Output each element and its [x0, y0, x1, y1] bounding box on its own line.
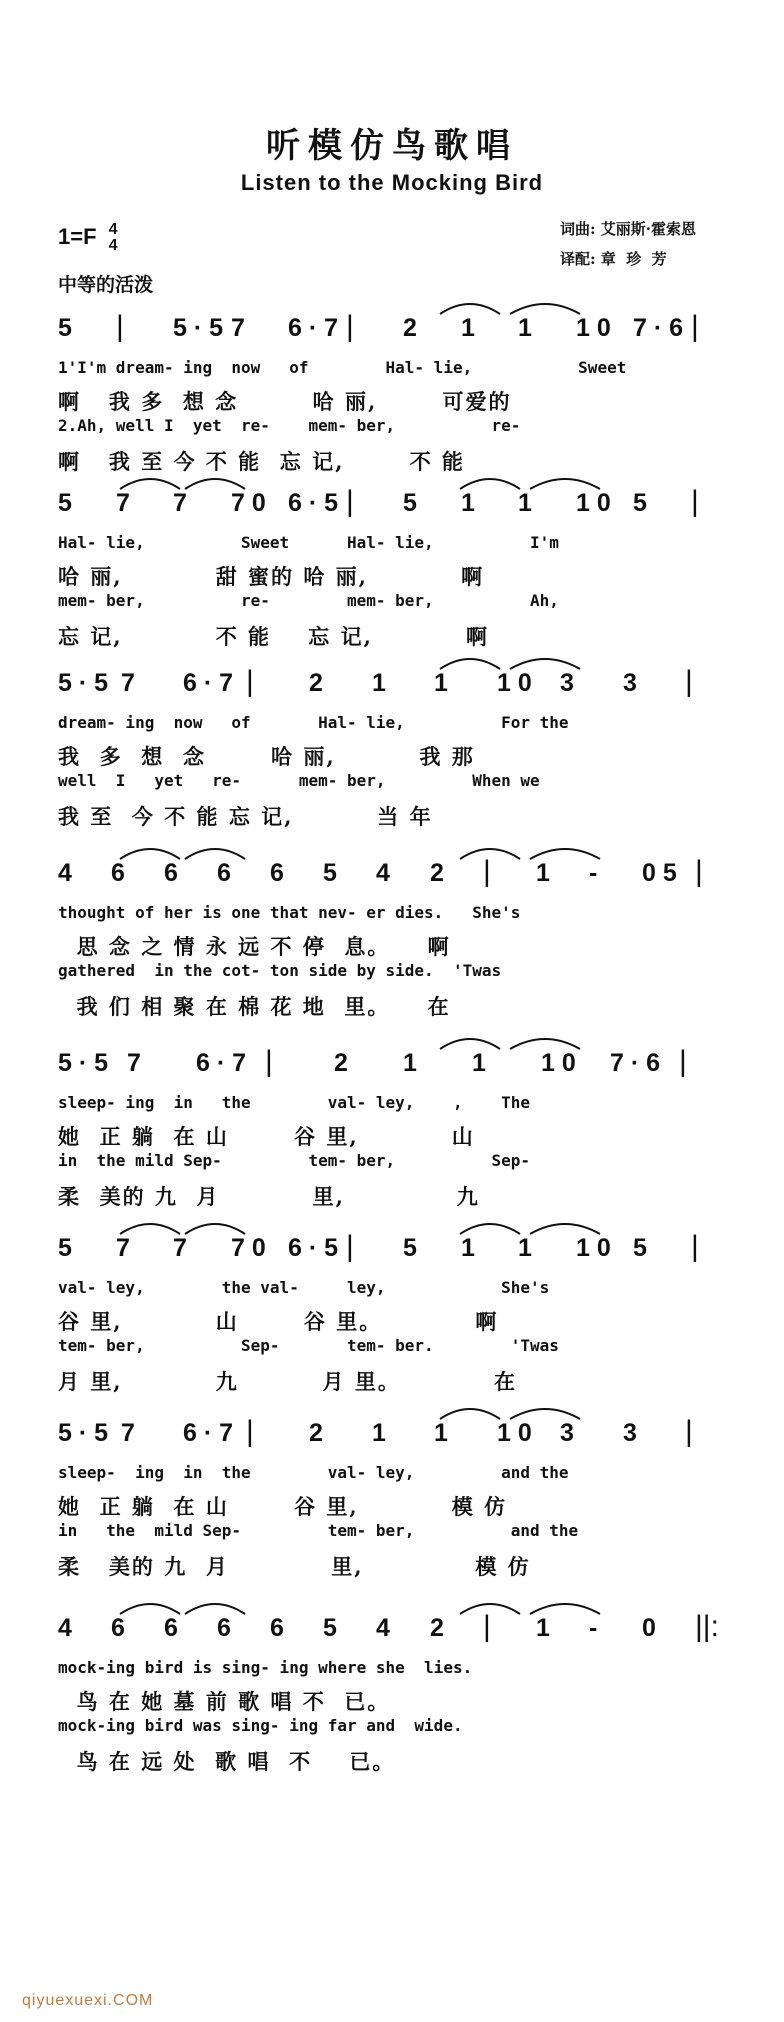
note: 1 0 — [497, 669, 532, 697]
lyric-line-chinese: 柔 美的 九 月 里, 九 — [58, 1184, 480, 1209]
note: 5 · 5 — [58, 1419, 109, 1447]
note: 5 — [323, 859, 337, 887]
note: 1 — [461, 489, 475, 517]
note: 7 — [127, 1049, 141, 1077]
lyric-line-english: well I yet re- mem- ber, When we — [58, 771, 540, 790]
bar-line: | — [483, 1610, 491, 1643]
lyric-line-english: sleep- ing in the val- ley, , The — [58, 1093, 531, 1112]
lyric-line-english: tem- ber, Sep- tem- ber. 'Twas — [58, 1336, 559, 1355]
slur-arc — [530, 1224, 600, 1234]
note: 1 — [472, 1049, 486, 1077]
bar-line: ||: — [695, 1610, 719, 1643]
lyric-line-english: mock-ing bird was sing- ing far and wide. — [58, 1716, 463, 1735]
slur-marks — [0, 839, 784, 879]
slur-marks — [0, 1399, 784, 1439]
note: 1 0 — [576, 314, 611, 342]
bar-line: | — [116, 310, 124, 343]
slur-arc — [440, 304, 500, 314]
bar-line: | — [483, 855, 491, 888]
slur-arc — [120, 1604, 180, 1614]
bar-line: | — [679, 1045, 687, 1078]
lyricist-row — [560, 214, 696, 244]
note: 6 — [270, 1614, 284, 1642]
score-system — [0, 1600, 784, 1835]
lyric-line-english: in the mild Sep- tem- ber, Sep- — [58, 1151, 531, 1170]
note: 7 — [121, 1419, 135, 1447]
bar-line: | — [691, 485, 699, 518]
note: 4 — [58, 1614, 72, 1642]
note: 5 · 5 — [173, 314, 224, 342]
song-title-chinese: 听模仿鸟歌唱 — [266, 126, 518, 166]
note: 1 — [461, 1234, 475, 1262]
note: 6 — [164, 1614, 178, 1642]
lyric-line-english: mock-ing bird is sing- ing where she lies. — [58, 1658, 473, 1677]
bar-line: | — [695, 855, 703, 888]
slur-arc — [120, 849, 180, 859]
note: - — [589, 1614, 598, 1642]
lyric-line-chinese: 她 正 躺 在 山 谷 里, 模 仿 — [58, 1494, 508, 1519]
key-label: 1=F — [58, 223, 97, 249]
slur-marks — [0, 294, 784, 334]
translator-label: 译配: — [560, 250, 596, 268]
slur-arc — [510, 304, 580, 314]
note: 6 · 5 — [288, 1234, 339, 1262]
bar-line: | — [346, 1230, 354, 1263]
note: 6 · 7 — [288, 314, 339, 342]
bar-line: | — [346, 485, 354, 518]
note: 7 · 6 — [633, 314, 684, 342]
note: 2 — [430, 859, 444, 887]
note: 1 — [434, 669, 448, 697]
bar-line: | — [346, 310, 354, 343]
note: 6 — [111, 859, 125, 887]
note: 7 · 6 — [610, 1049, 661, 1077]
lyric-line-chinese: 柔 美的 九 月 里, 模 仿 — [58, 1554, 531, 1579]
note: 1 — [403, 1049, 417, 1077]
lyric-line-chinese: 啊 我 至 今 不 能 忘 记, 不 能 — [58, 449, 465, 474]
note: 1 — [536, 859, 550, 887]
note: 1 — [434, 1419, 448, 1447]
lyric-line-chinese: 鸟 在 远 处 歌 唱 不 已。 — [58, 1749, 396, 1774]
note: 1 0 — [541, 1049, 576, 1077]
note: 5 · 5 — [58, 669, 109, 697]
note: 5 — [403, 489, 417, 517]
slur-marks — [0, 1594, 784, 1634]
lyric-line-english: gathered in the cot- ton side by side. 'Twas — [58, 961, 502, 980]
note: 6 · 5 — [288, 489, 339, 517]
slur-arc — [185, 479, 245, 489]
bar-line: | — [265, 1045, 273, 1078]
note: 7 — [116, 489, 130, 517]
note: - — [589, 859, 598, 887]
lyric-line-chinese: 她 正 躺 在 山 谷 里, 山 — [58, 1124, 475, 1149]
key-signature — [58, 222, 118, 254]
note: 2 — [430, 1614, 444, 1642]
note: 5 · 5 — [58, 1049, 109, 1077]
slur-arc — [120, 479, 180, 489]
note: 5 — [633, 1234, 647, 1262]
note: 2 — [403, 314, 417, 342]
lyric-line-english: dream- ing now of Hal- lie, For the — [58, 713, 569, 732]
note: 5 — [323, 1614, 337, 1642]
note: 5 — [58, 1234, 72, 1262]
note: 6 — [164, 859, 178, 887]
slur-marks — [0, 469, 784, 509]
note: 1 — [372, 1419, 386, 1447]
note: 0 5 — [642, 859, 677, 887]
note: 4 — [58, 859, 72, 887]
lyricist-name: 艾丽斯·霍索恩 — [600, 220, 697, 238]
lyric-line-english: val- ley, the val- ley, She's — [58, 1278, 550, 1297]
slur-marks — [0, 649, 784, 689]
note: 6 · 7 — [196, 1049, 247, 1077]
note: 1 — [536, 1614, 550, 1642]
note: 5 — [403, 1234, 417, 1262]
lyric-line-english: in the mild Sep- tem- ber, and the — [58, 1521, 579, 1540]
note: 7 — [116, 1234, 130, 1262]
note: 7 0 — [231, 1234, 266, 1262]
note: 6 — [270, 859, 284, 887]
note: 3 — [623, 669, 637, 697]
note: 6 — [217, 859, 231, 887]
time-signature-top: 4 — [108, 221, 118, 238]
lyric-line-english: sleep- ing in the val- ley, and the — [58, 1463, 569, 1482]
note: 1 0 — [497, 1419, 532, 1447]
note: 5 — [58, 314, 72, 342]
note: 4 — [376, 859, 390, 887]
lyric-line-english: thought of her is one that nev- er dies. She's — [58, 903, 521, 922]
note: 6 · 7 — [183, 1419, 234, 1447]
slur-arc — [460, 1224, 520, 1234]
note: 1 — [518, 489, 532, 517]
lyric-line-english: 1'I'm dream- ing now of Hal- lie, Sweet — [58, 358, 627, 377]
slur-arc — [185, 1604, 245, 1614]
note: 3 — [560, 669, 574, 697]
lyricist-label: 词曲: — [560, 220, 596, 238]
lyric-line-chinese: 我 们 相 聚 在 棉 花 地 里。 在 — [58, 994, 451, 1019]
lyric-line-chinese: 谷 里, 山 谷 里。 啊 — [58, 1309, 499, 1334]
slur-arc — [120, 1224, 180, 1234]
time-signature-bottom: 4 — [108, 237, 118, 254]
note: 7 — [231, 314, 245, 342]
slur-arc — [440, 659, 500, 669]
bar-line: | — [691, 310, 699, 343]
song-title-english: Listen to the Mocking Bird — [240, 170, 544, 195]
lyric-line-chinese: 啊 我 多 想 念 哈 丽, 可爱的 — [58, 389, 512, 414]
slur-arc — [460, 1604, 520, 1614]
note: 7 — [173, 1234, 187, 1262]
lyric-line-chinese: 我 多 想 念 哈 丽, 我 那 — [58, 744, 475, 769]
slur-marks — [0, 1214, 784, 1254]
lyric-line-chinese: 鸟 在 她 墓 前 歌 唱 不 已。 — [58, 1689, 391, 1714]
lyric-line-chinese: 忘 记, 不 能 忘 记, 啊 — [58, 624, 490, 649]
note: 2 — [309, 1419, 323, 1447]
note: 5 — [633, 489, 647, 517]
slur-arc — [530, 849, 600, 859]
bar-line: | — [685, 665, 693, 698]
note: 1 — [518, 314, 532, 342]
slur-marks — [0, 1029, 784, 1069]
bar-line: | — [246, 665, 254, 698]
bar-line: | — [691, 1230, 699, 1263]
slur-arc — [185, 849, 245, 859]
lyric-line-chinese: 月 里, 九 月 里。 在 — [58, 1369, 517, 1394]
slur-arc — [460, 849, 520, 859]
note: 6 — [217, 1614, 231, 1642]
lyric-line-chinese: 哈 丽, 甜 蜜的 哈 丽, 啊 — [58, 564, 485, 589]
slur-arc — [440, 1039, 500, 1049]
note: 7 — [121, 669, 135, 697]
note: 1 — [518, 1234, 532, 1262]
note: 3 — [623, 1419, 637, 1447]
translator-name: 章 珍 芳 — [600, 250, 667, 268]
time-signature — [109, 222, 118, 254]
tempo-marking: 中等的活泼 — [58, 274, 154, 296]
note: 1 — [461, 314, 475, 342]
bar-line: | — [685, 1415, 693, 1448]
note: 2 — [334, 1049, 348, 1077]
lyric-line-english: 2.Ah, well I yet re- mem- ber, re- — [58, 416, 521, 435]
note: 5 — [58, 489, 72, 517]
slur-arc — [440, 1409, 500, 1419]
note: 1 0 — [576, 489, 611, 517]
note: 3 — [560, 1419, 574, 1447]
credits-block — [560, 214, 696, 274]
translator-row — [560, 244, 696, 274]
note: 1 — [372, 669, 386, 697]
note: 0 — [642, 1614, 656, 1642]
site-watermark: qiyuexuexi.COM — [22, 1992, 154, 2009]
note: 7 — [173, 489, 187, 517]
note: 4 — [376, 1614, 390, 1642]
bar-line: | — [246, 1415, 254, 1448]
note: 2 — [309, 669, 323, 697]
slur-arc — [530, 1604, 600, 1614]
lyric-line-chinese: 我 至 今 不 能 忘 记, 当 年 — [58, 804, 433, 829]
note: 1 0 — [576, 1234, 611, 1262]
lyric-line-english: mem- ber, re- mem- ber, Ah, — [58, 591, 559, 610]
note: 6 · 7 — [183, 669, 234, 697]
slur-arc — [185, 1224, 245, 1234]
slur-arc — [510, 1039, 580, 1049]
slur-arc — [460, 479, 520, 489]
lyric-line-english: Hal- lie, Sweet Hal- lie, I'm — [58, 533, 559, 552]
slur-arc — [510, 1409, 580, 1419]
slur-arc — [530, 479, 600, 489]
note: 7 0 — [231, 489, 266, 517]
note: 6 — [111, 1614, 125, 1642]
lyric-line-chinese: 思 念 之 情 永 远 不 停 息。 啊 — [58, 934, 451, 959]
slur-arc — [510, 659, 580, 669]
